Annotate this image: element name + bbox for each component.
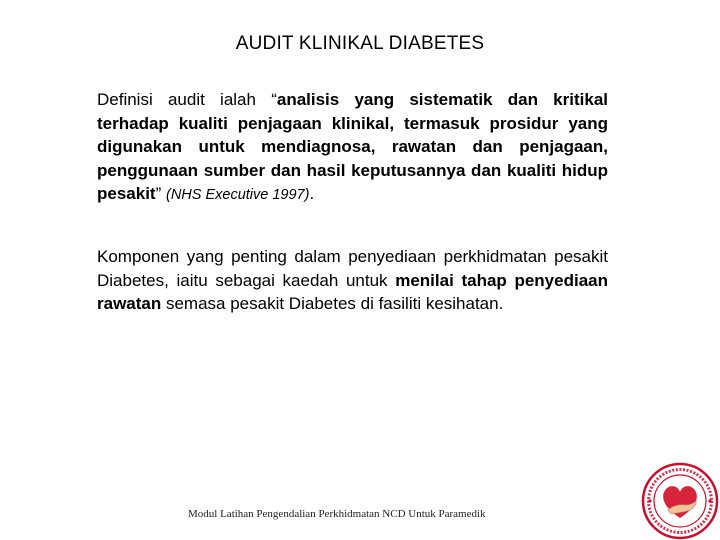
definition-tail: . — [309, 184, 315, 203]
heart-hand-seal-icon — [641, 462, 719, 540]
definition-citation: (NHS Executive 1997) — [165, 187, 310, 203]
definition-quote: analisis yang sistematik dan kritikal terhadap kualiti penjagaan klinikal, termasuk prosidur yang digunakan untuk mendiagnosa, rawatan dan penjagaan, penggunaan sumber dan hasil keputusannya dan kualiti hidup pesakit — [97, 90, 608, 203]
definition-lead: Definisi audit ialah “ — [97, 90, 277, 109]
component-emphasis: menilai tahap penyediaan rawatan — [97, 270, 608, 313]
page-title: AUDIT KLINIKAL DIABETES — [235, 33, 485, 54]
seal-star-right — [708, 499, 711, 502]
footer-text: Modul Latihan Pengendalian Perkhidmatan NCD Untuk Paramedik — [188, 508, 486, 520]
component-text-part2: semasa pesakit Diabetes di fasiliti kesihatan. — [161, 294, 504, 313]
definition-close: ” — [155, 184, 166, 203]
component-paragraph — [97, 245, 608, 316]
seal-star-left — [648, 499, 651, 502]
component-text-part1: Komponen yang penting dalam penyediaan perkhidmatan pesakit Diabetes, iaitu sebagai kaedah untuk — [97, 247, 608, 290]
definition-paragraph — [97, 88, 608, 208]
